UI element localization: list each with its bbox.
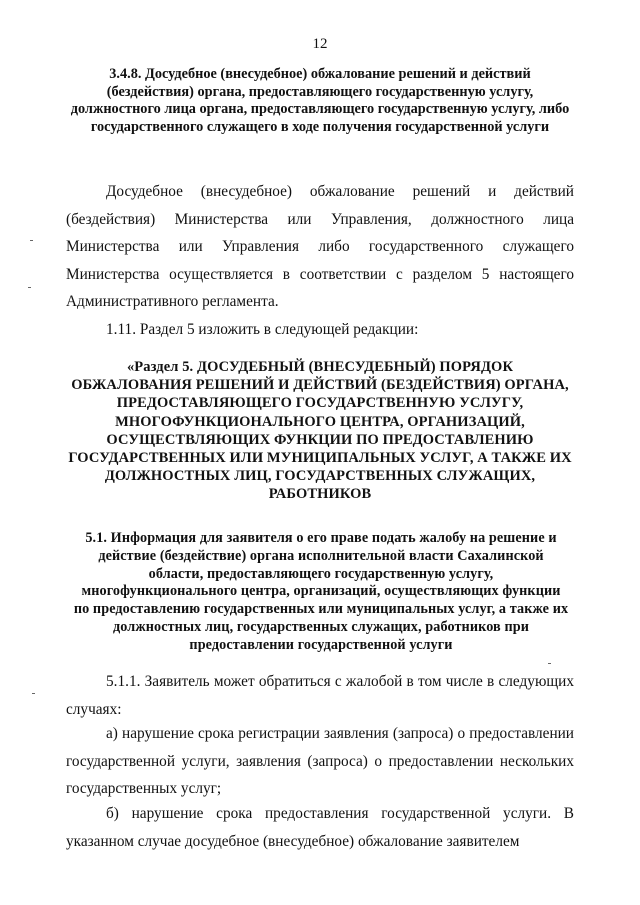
- scan-speck: [28, 287, 31, 288]
- scan-speck: [30, 240, 33, 241]
- scan-speck: [32, 693, 35, 694]
- amendment-item: 1.11. Раздел 5 изложить в следующей редакции:: [106, 321, 419, 338]
- section-348-paragraph: Досудебное (внесудебное) обжалование решений и действий (бездействия) Министерства или Управления, должностного лица Министерства или Управления либо государственного служащего Министерства осуществляется в соответствии с разделом 5 настоящего Административного регламента.: [66, 183, 574, 311]
- paragraph-511: 5.1.1. Заявитель может обратиться с жалобой в том числе в следующих случаях:: [66, 673, 574, 718]
- list-item-a: а) нарушение срока регистрации заявления (запроса) о предоставлении государственной услуги, заявления (запроса) о предоставлении нескольких государственных услуг;: [66, 725, 574, 798]
- section-5-heading: «Раздел 5. ДОСУДЕБНЫЙ (ВНЕСУДЕБНЫЙ) ПОРЯДОК ОБЖАЛОВАНИЯ РЕШЕНИЙ И ДЕЙСТВИЙ (БЕЗДЕЙСТВИЯ) ОРГАНА, ПРЕДОСТАВЛЯЮЩЕГО ГОСУДАРСТВЕННУЮ УСЛУГУ, МНОГОФУНКЦИОНАЛЬНОГО ЦЕНТРА, ОРГАНИЗАЦИЙ, ОСУЩЕСТВЛЯЮЩИХ ФУНКЦИИ ПО ПРЕДОСТАВЛЕНИЮ ГОСУДАРСТВЕННЫХ ИЛИ МУНИЦИПАЛЬНЫХ УСЛУГ, А ТАКЖЕ ИХ ДОЛЖНОСТНЫХ ЛИЦ, ГОСУДАРСТВЕННЫХ СЛУЖАЩИХ, РАБОТНИКОВ: [68, 359, 572, 503]
- scan-speck: [548, 663, 551, 664]
- section-348-heading: 3.4.8. Досудебное (внесудебное) обжалование решений и действий (бездействия) органа, предоставляющего государственную услугу, должностного лица органа, предоставляющего государственную услугу, либо государственного служащего в ходе получения государственной услуги: [70, 66, 570, 135]
- list-item-b: б) нарушение срока предоставления государственной услуги. В указанном случае досудебное (внесудебное) обжалование заявителем: [66, 805, 574, 850]
- page-number: 12: [312, 36, 328, 52]
- section-51-heading: 5.1. Информация для заявителя о его праве подать жалобу на решение и действие (бездействие) органа исполнительной власти Сахалинской области, предоставляющего государственную услугу, многофункционального центра, организаций, осуществляющих функции по предоставлению государственных или муниципальных услуг, а также их должностных лиц, государственных служащих, работников при предоставлении государственной услуги: [73, 530, 569, 653]
